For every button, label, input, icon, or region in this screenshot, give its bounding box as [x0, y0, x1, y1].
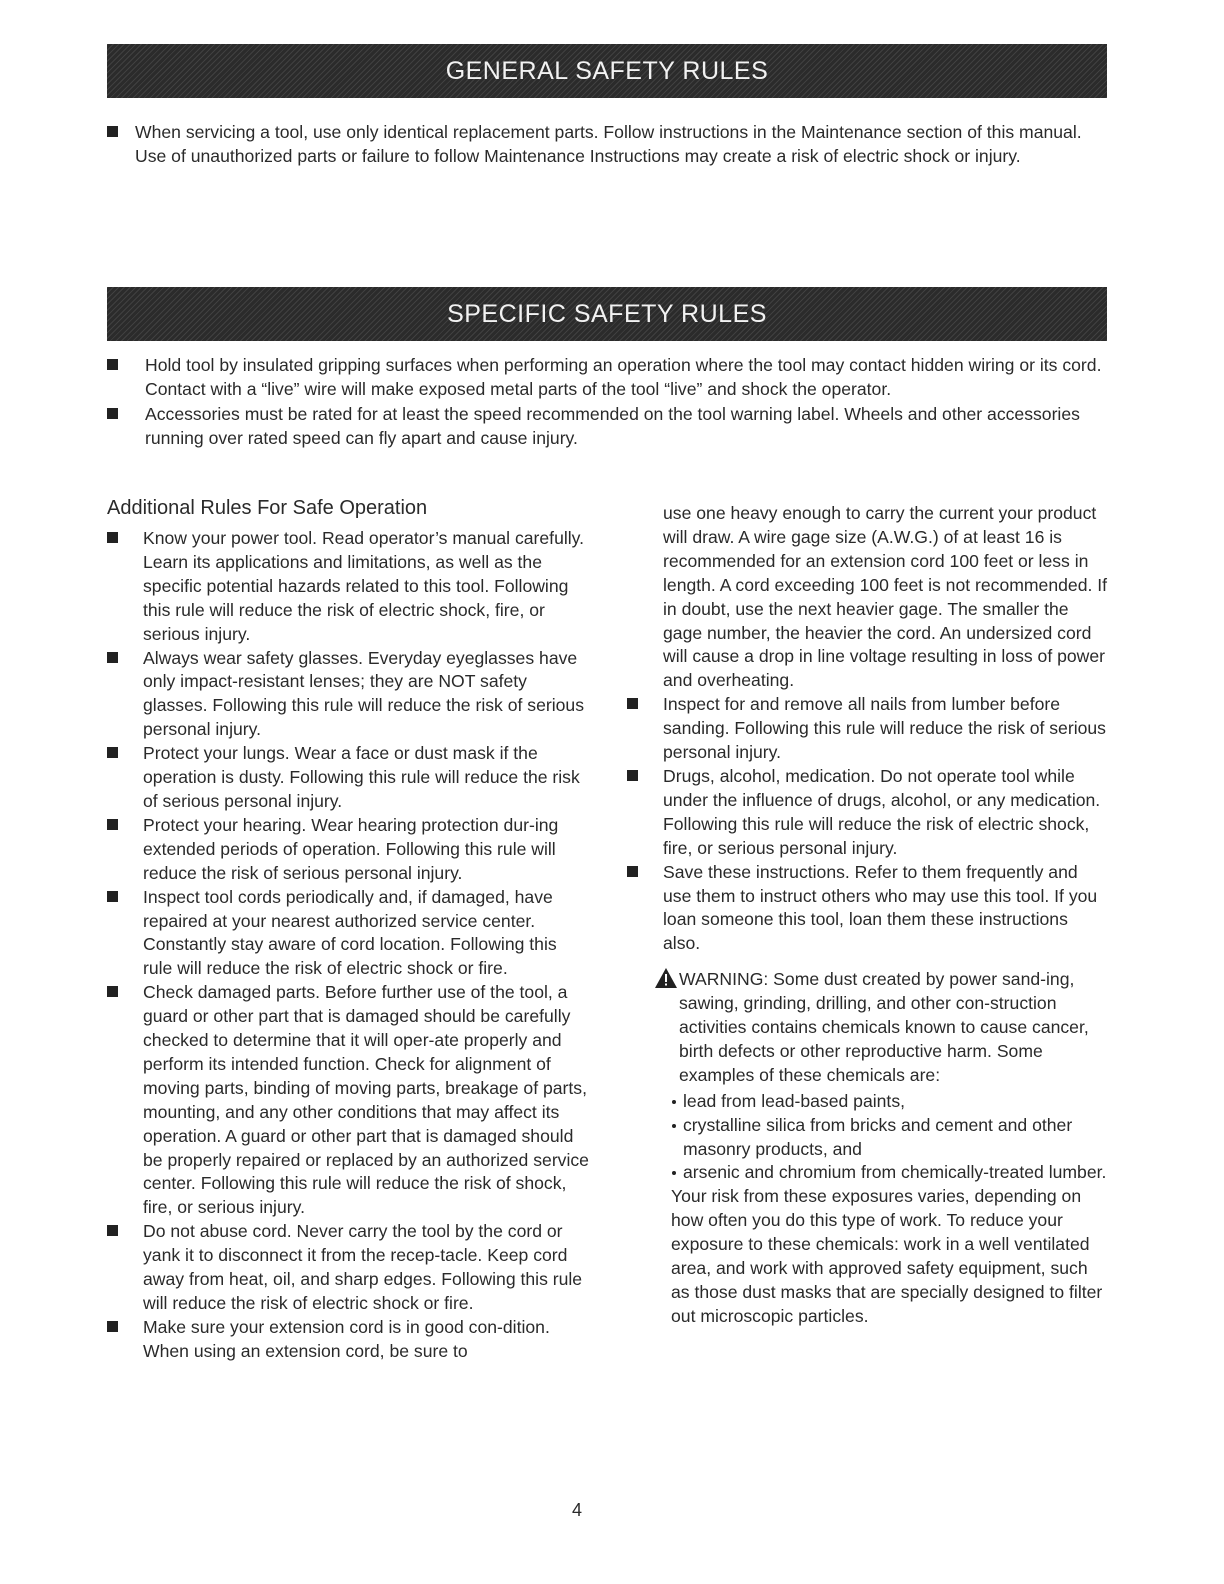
dot-bullet-icon [672, 1100, 676, 1104]
dot-bullet-icon [672, 1171, 676, 1175]
list-item: lead from lead-based paints, [671, 1090, 1111, 1114]
list-item: Hold tool by insulated gripping surfaces when performing an operation where the tool may contact hidden wiring or its cord. Contact with a “live” wire will make exposed metal parts of the tool “live” and shock the operator. [107, 354, 1107, 401]
list-item: Make sure your extension cord is in good con-dition. When using an extension cord, be sure to [107, 1316, 589, 1364]
warning-triangle-icon [654, 967, 678, 989]
list-item: Check damaged parts. Before further use of the tool, a guard or other part that is damaged should be carefully checked to determine that it will oper-ate properly and perform its intended function. Check for alignment of moving parts, binding of moving parts, breakage of parts, mounting, and any other conditions that may affect its operation. A guard or other part that is damaged should be properly repaired or replaced by an authorized service center. Following this rule will reduce the risk of shock, fire, or serious injury. [107, 981, 589, 1220]
square-bullet-icon [107, 652, 118, 663]
square-bullet-icon [107, 126, 118, 137]
list-item: Protect your hearing. Wear hearing protection dur-ing extended periods of operation. Following this rule will reduce the risk of serious personal injury. [107, 814, 589, 886]
square-bullet-icon [107, 747, 118, 758]
specific-safety-banner: SPECIFIC SAFETY RULES [107, 287, 1107, 341]
list-item: Inspect tool cords periodically and, if damaged, have repaired at your nearest authorized service center. Constantly stay aware of cord location. Following this rule will reduce the risk of electric shock or fire. [107, 886, 589, 982]
list-item: Accessories must be rated for at least the speed recommended on the tool warning label. Wheels and other accessories running over rated speed can fly apart and cause injury. [107, 403, 1107, 450]
additional-rules-heading: Additional Rules For Safe Operation [107, 497, 428, 519]
warning-closing: Your risk from these exposures varies, depending on how often you do this type of work. To reduce your exposure to these chemicals: work in a well ventilated area, and work with approved safety equipment, such as those dust masks that are specially designed to filter out microscopic particles. [671, 1186, 1103, 1326]
additional-rules-list-continued [627, 693, 1109, 956]
general-safety-banner: GENERAL SAFETY RULES [107, 44, 1107, 98]
general-rules-list [107, 121, 1097, 168]
list-item: Drugs, alcohol, medication. Do not operate tool while under the influence of drugs, alcohol, or any medication. Following this rule will reduce the risk of electric shock, fire, or serious personal injury. [627, 765, 1109, 861]
list-item: When servicing a tool, use only identical replacement parts. Follow instructions in the Maintenance section of this manual. Use of unauthorized parts or failure to follow Maintenance Instructions may create a risk of electric shock or injury. [107, 121, 1097, 168]
square-bullet-icon [107, 1321, 118, 1332]
warning-intro: Some dust created by power sand-ing, sawing, grinding, drilling, and other con-struction activities contains chemicals known to cause cancer, birth defects or other reproductive harm. Some examples of these chemicals are: [679, 969, 1089, 1085]
list-item: Protect your lungs. Wear a face or dust mask if the operation is dusty. Following this rule will reduce the risk of serious personal injury. [107, 742, 589, 814]
list-item: Do not abuse cord. Never carry the tool by the cord or yank it to disconnect it from the recep-tacle. Keep cord away from heat, oil, and sharp edges. Following this rule will reduce the risk of electric shock or fire. [107, 1220, 589, 1316]
warning-intro-line [659, 968, 1111, 1088]
dot-bullet-icon [672, 1124, 676, 1128]
list-item: Know your power tool. Read operator’s manual carefully. Learn its applications and limitations, as well as the specific potential hazards related to this tool. Following this rule will reduce the risk of electric shock, fire, or serious injury. [107, 527, 589, 647]
warning-chemicals-list [671, 1090, 1111, 1186]
page-number: 4 [571, 1500, 582, 1520]
list-item: Save these instructions. Refer to them frequently and use them to instruct others who may use this tool. If you loan someone this tool, loan them these instructions also. [627, 861, 1109, 957]
specific-rules-list [107, 354, 1107, 450]
square-bullet-icon [107, 819, 118, 830]
square-bullet-icon [627, 698, 638, 709]
additional-rules-list [107, 527, 589, 1364]
square-bullet-icon [627, 770, 638, 781]
list-item: arsenic and chromium from chemically-treated lumber. [671, 1161, 1111, 1185]
square-bullet-icon [107, 359, 118, 370]
warning-label: WARNING: [679, 969, 769, 990]
square-bullet-icon [107, 532, 118, 543]
square-bullet-icon [107, 986, 118, 997]
right-column [627, 502, 1109, 1329]
left-column [107, 495, 589, 1364]
list-item: Always wear safety glasses. Everyday eyeglasses have only impact-resistant lenses; they are NOT safety glasses. Following this rule will reduce the risk of serious personal injury. [107, 647, 589, 743]
square-bullet-icon [107, 891, 118, 902]
square-bullet-icon [107, 408, 118, 419]
square-bullet-icon [107, 1225, 118, 1236]
list-item: Inspect for and remove all nails from lumber before sanding. Following this rule will reduce the risk of serious personal injury. [627, 693, 1109, 765]
square-bullet-icon [627, 866, 638, 877]
warning-block [661, 968, 1111, 1329]
extension-cord-continuation: use one heavy enough to carry the current your product will draw. A wire gage size (A.W.G.) of at least 16 is recommended for an extension cord 100 feet or less in length. A cord exceeding 100 feet is not recommended. If in doubt, use the next heavier gage. The smaller the gage number, the heavier the cord. An undersized cord will cause a drop in line voltage resulting in loss of power and overheating. [663, 503, 1108, 691]
list-item: crystalline silica from bricks and cement and other masonry products, and [671, 1114, 1111, 1162]
